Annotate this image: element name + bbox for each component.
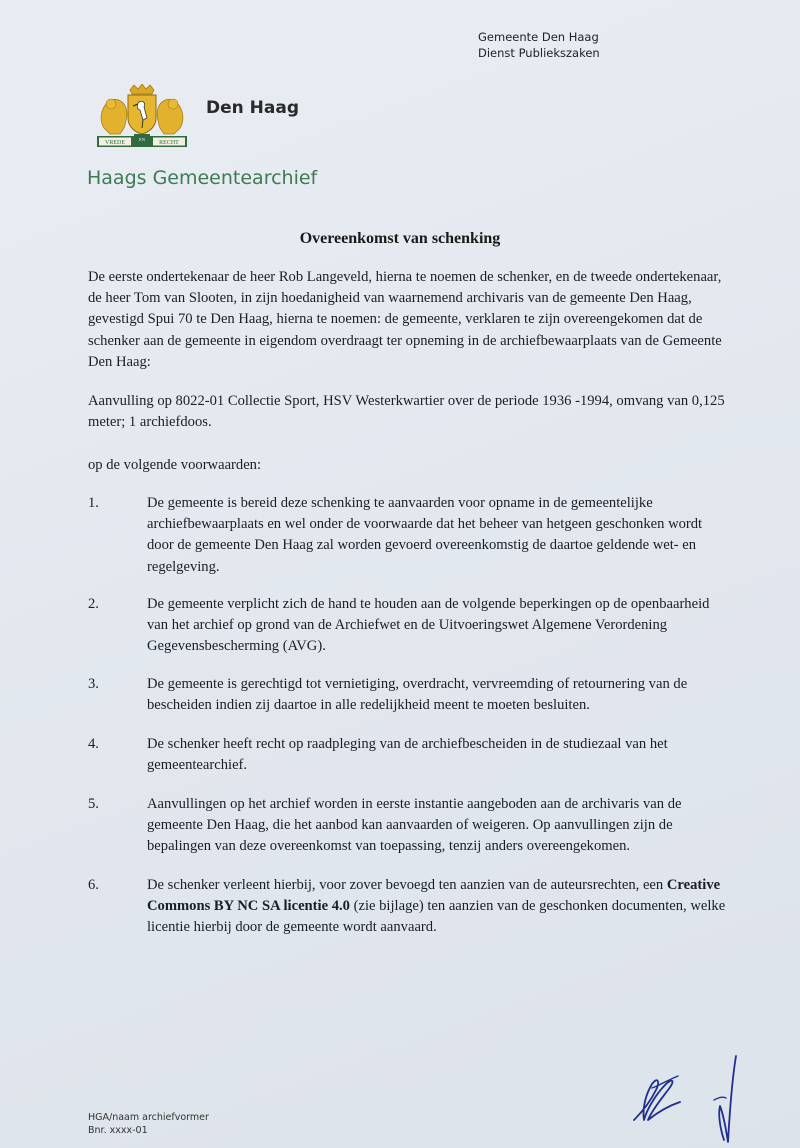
- clause-number: 3.: [88, 676, 99, 692]
- archive-name: Haags Gemeentearchief: [87, 167, 318, 189]
- motto-en: EN: [139, 137, 145, 142]
- footer-number: Bnr. xxxx-01: [88, 1125, 148, 1136]
- clause-6-text-after: (zie bijlage) ten aanzien van de geschonken documenten, welke licentie hierbij door de gemeente wordt aanvaard.: [147, 898, 726, 936]
- handwritten-signatures: [628, 1050, 748, 1145]
- motto-recht: RECHT: [159, 140, 179, 146]
- footer-reference: [88, 1111, 209, 1137]
- clause-text: [147, 875, 727, 939]
- clause-text: De gemeente verplicht zich de hand te houden aan de volgende beperkingen op de openbaarheid van het archief op grond van de Archiefwet en de Uitvoeringswet Algemene Verordening Gegevensbescherming (AVG).: [147, 596, 710, 655]
- conditions-label: op de volgende voorwaarden:: [88, 457, 262, 473]
- clause-text: De gemeente is gerechtigd tot vernietiging, overdracht, vervreemding of retournering van de bescheiden indien zij daartoe in alle redelijkheid meent te moeten besluiten.: [147, 676, 688, 714]
- addition-paragraph: Aanvulling op 8022-01 Collectie Sport, HSV Westerkwartier over de periode 1936 -1994, omvang van 0,125 meter; 1 archiefdoos.: [88, 393, 725, 431]
- clause-number: 4.: [88, 736, 99, 752]
- intro-paragraph: De eerste ondertekenaar de heer Rob Langeveld, hierna te noemen de schenker, en de tweede ondertekenaar, de heer Tom van Slooten, in zijn hoedanigheid van waarnemend archivaris van de gemeente Den Haag, gevestigd Spui 70 te Den Haag, hierna te noemen: de gemeente, verklaren te zijn overeengekomen dat de schenker aan de gemeente in eigendom overdraagt ter opneming in de archiefbewaarplaats van de Gemeente Den Haag:: [88, 269, 722, 370]
- org-header: [478, 29, 600, 61]
- license-name: Creative Commons BY NC SA licentie 4.0: [147, 877, 721, 915]
- clause-6-text-before: De schenker verleent hierbij, voor zover bevoegd ten aanzien van de auteursrechten, een: [147, 877, 667, 893]
- org-name: Gemeente Den Haag: [478, 30, 599, 44]
- city-name: Den Haag: [206, 98, 300, 118]
- den-haag-coat-of-arms-logo: [94, 84, 190, 150]
- footer-archive-creator: HGA/naam archiefvormer: [88, 1112, 209, 1123]
- org-department: Dienst Publiekszaken: [478, 46, 600, 60]
- clause-text: De schenker heeft recht op raadpleging van de archiefbescheiden in de studiezaal van het gemeentearchief.: [147, 736, 668, 774]
- motto-vrede: VREDE: [105, 140, 125, 146]
- clause-text: De gemeente is bereid deze schenking te aanvaarden voor opname in de gemeentelijke archiefbewaarplaats en wel onder de voorwaarde dat het beheer van hetgeen geschonken wordt door de gemeente Den Haag zal worden gevoerd overeenkomstig de daartoe geldende wet- en regelgeving.: [147, 495, 703, 575]
- clause-number: 6.: [88, 877, 99, 893]
- clause-number: 5.: [88, 796, 99, 812]
- clause-number: 1.: [88, 495, 99, 511]
- clause-number: 2.: [88, 596, 99, 612]
- document-title: Overeenkomst van schenking: [299, 230, 501, 247]
- clause-text: Aanvullingen op het archief worden in eerste instantie aangeboden aan de archivaris van de gemeente Den Haag, die het aanbod kan aanvaarden of weigeren. Op aanvullingen zijn de bepalingen van deze overeenkomst van toepassing, tenzij anders overeengekomen.: [147, 796, 682, 855]
